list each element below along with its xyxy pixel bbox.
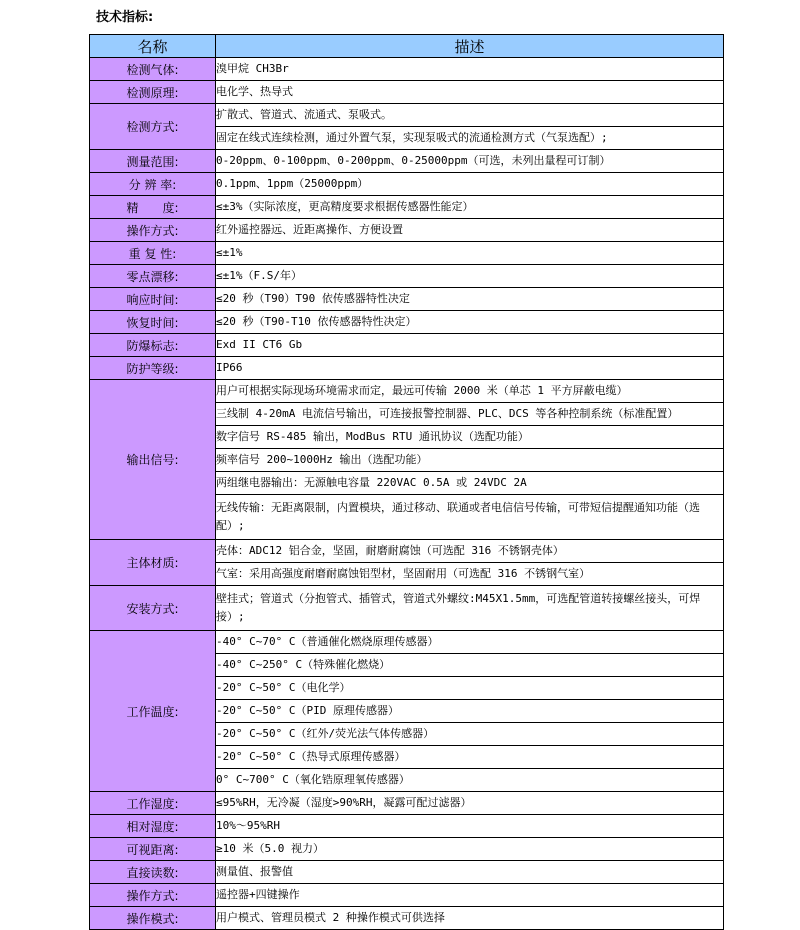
spec-value: 壳体：ADC12 铝合金，坚固，耐磨耐腐蚀（可选配 316 不锈钢壳体） <box>216 540 724 563</box>
spec-value: -20° C~50° C（红外/荧光法气体传感器） <box>216 723 724 746</box>
spec-value: ≤20 秒（T90-T10 依传感器特性决定） <box>216 311 724 334</box>
table-row <box>90 311 724 334</box>
table-row <box>90 884 724 907</box>
spec-value: 两组继电器输出：无源触电容量 220VAC 0.5A 或 24VDC 2A <box>216 472 724 495</box>
spec-label: 主体材质: <box>90 540 216 586</box>
table-row <box>90 219 724 242</box>
spec-value: 0-20ppm、0-100ppm、0-200ppm、0-25000ppm（可选，未列出量程可订制） <box>216 150 724 173</box>
table-row <box>90 792 724 815</box>
spec-label: 精 度: <box>90 196 216 219</box>
spec-label: 恢复时间: <box>90 311 216 334</box>
spec-label: 检测气体: <box>90 58 216 81</box>
spec-label: 输出信号: <box>90 380 216 540</box>
spec-value: 壁挂式；管道式（分抱管式、插管式，管道式外螺纹:M45X1.5mm，可选配管道转接螺丝接头，可焊接）; <box>216 586 724 631</box>
spec-value: -20° C~50° C（热导式原理传感器） <box>216 746 724 769</box>
table-row <box>90 380 724 403</box>
table-row <box>90 288 724 311</box>
spec-value: 气室：采用高强度耐磨耐腐蚀铝型材，坚固耐用（可选配 316 不锈钢气室） <box>216 563 724 586</box>
table-row <box>90 150 724 173</box>
spec-value: 固定在线式连续检测，通过外置气泵，实现泵吸式的流通检测方式（气泵选配）; <box>216 127 724 150</box>
spec-value: 用户模式、管理员模式 2 种操作模式可供选择 <box>216 907 724 930</box>
spec-value: 10%～95%RH <box>216 815 724 838</box>
spec-label: 工作湿度: <box>90 792 216 815</box>
spec-value: ≤20 秒（T90）T90 依传感器特性决定 <box>216 288 724 311</box>
table-row <box>90 334 724 357</box>
spec-label: 相对湿度: <box>90 815 216 838</box>
spec-value: 频率信号 200~1000Hz 输出（选配功能） <box>216 449 724 472</box>
spec-label: 检测方式: <box>90 104 216 150</box>
table-row <box>90 104 724 127</box>
spec-value: ≤±1% <box>216 242 724 265</box>
spec-value: 遥控器+四键操作 <box>216 884 724 907</box>
table-row <box>90 81 724 104</box>
spec-value: IP66 <box>216 357 724 380</box>
spec-label: 操作模式: <box>90 907 216 930</box>
table-row <box>90 265 724 288</box>
spec-value: 0° C~700° C（氧化锆原理氧传感器） <box>216 769 724 792</box>
spec-label: 安装方式: <box>90 586 216 631</box>
spec-label: 工作温度: <box>90 631 216 792</box>
spec-label: 可视距离: <box>90 838 216 861</box>
spec-value: 电化学、热导式 <box>216 81 724 104</box>
spec-value: ≤95%RH，无冷凝（湿度>90%RH，凝露可配过滤器） <box>216 792 724 815</box>
spec-value: 红外遥控器远、近距离操作、方便设置 <box>216 219 724 242</box>
spec-label: 操作方式: <box>90 219 216 242</box>
spec-label: 响应时间: <box>90 288 216 311</box>
table-row <box>90 357 724 380</box>
table-row <box>90 907 724 930</box>
spec-label: 测量范围: <box>90 150 216 173</box>
spec-value: 无线传输：无距离限制，内置模块，通过移动、联通或者电信信号传输，可带短信提醒通知功能（选配）; <box>216 495 724 540</box>
spec-value: 0.1ppm、1ppm（25000ppm） <box>216 173 724 196</box>
table-row <box>90 540 724 563</box>
column-header-desc: 描述 <box>216 35 724 58</box>
spec-value: 数字信号 RS-485 输出，ModBus RTU 通讯协议（选配功能） <box>216 426 724 449</box>
spec-value: -40° C~250° C（特殊催化燃烧） <box>216 654 724 677</box>
spec-value: ≤±3%（实际浓度，更高精度要求根据传感器性能定） <box>216 196 724 219</box>
spec-table-body <box>90 58 724 930</box>
spec-value: -20° C~50° C（电化学） <box>216 677 724 700</box>
spec-value: Exd II CT6 Gb <box>216 334 724 357</box>
column-header-name: 名称 <box>90 35 216 58</box>
table-row <box>90 173 724 196</box>
spec-label: 防爆标志: <box>90 334 216 357</box>
spec-value: 扩散式、管道式、流通式、泵吸式。 <box>216 104 724 127</box>
spec-label: 零点漂移: <box>90 265 216 288</box>
spec-value: ≥10 米（5.0 视力） <box>216 838 724 861</box>
spec-value: 测量值、报警值 <box>216 861 724 884</box>
table-row <box>90 58 724 81</box>
spec-label: 防护等级: <box>90 357 216 380</box>
spec-label: 分 辨 率: <box>90 173 216 196</box>
spec-table <box>89 34 724 930</box>
spec-label: 操作方式: <box>90 884 216 907</box>
spec-value: -40° C~70° C（普通催化燃烧原理传感器） <box>216 631 724 654</box>
table-row <box>90 242 724 265</box>
table-row <box>90 838 724 861</box>
spec-label: 重 复 性: <box>90 242 216 265</box>
spec-value: -20° C~50° C（PID 原理传感器） <box>216 700 724 723</box>
spec-value: 三线制 4-20mA 电流信号输出，可连接报警控制器、PLC、DCS 等各种控制系统（标准配置） <box>216 403 724 426</box>
spec-value: ≤±1%（F.S/年） <box>216 265 724 288</box>
table-row <box>90 196 724 219</box>
section-heading: 技术指标: <box>96 10 154 25</box>
spec-label: 检测原理: <box>90 81 216 104</box>
table-row <box>90 586 724 631</box>
table-row <box>90 815 724 838</box>
table-header-row <box>90 35 724 58</box>
spec-value: 用户可根据实际现场环境需求而定，最远可传输 2000 米（单芯 1 平方屏蔽电缆） <box>216 380 724 403</box>
spec-value: 溴甲烷 CH3Br <box>216 58 724 81</box>
table-row <box>90 861 724 884</box>
spec-label: 直接读数: <box>90 861 216 884</box>
table-row <box>90 631 724 654</box>
